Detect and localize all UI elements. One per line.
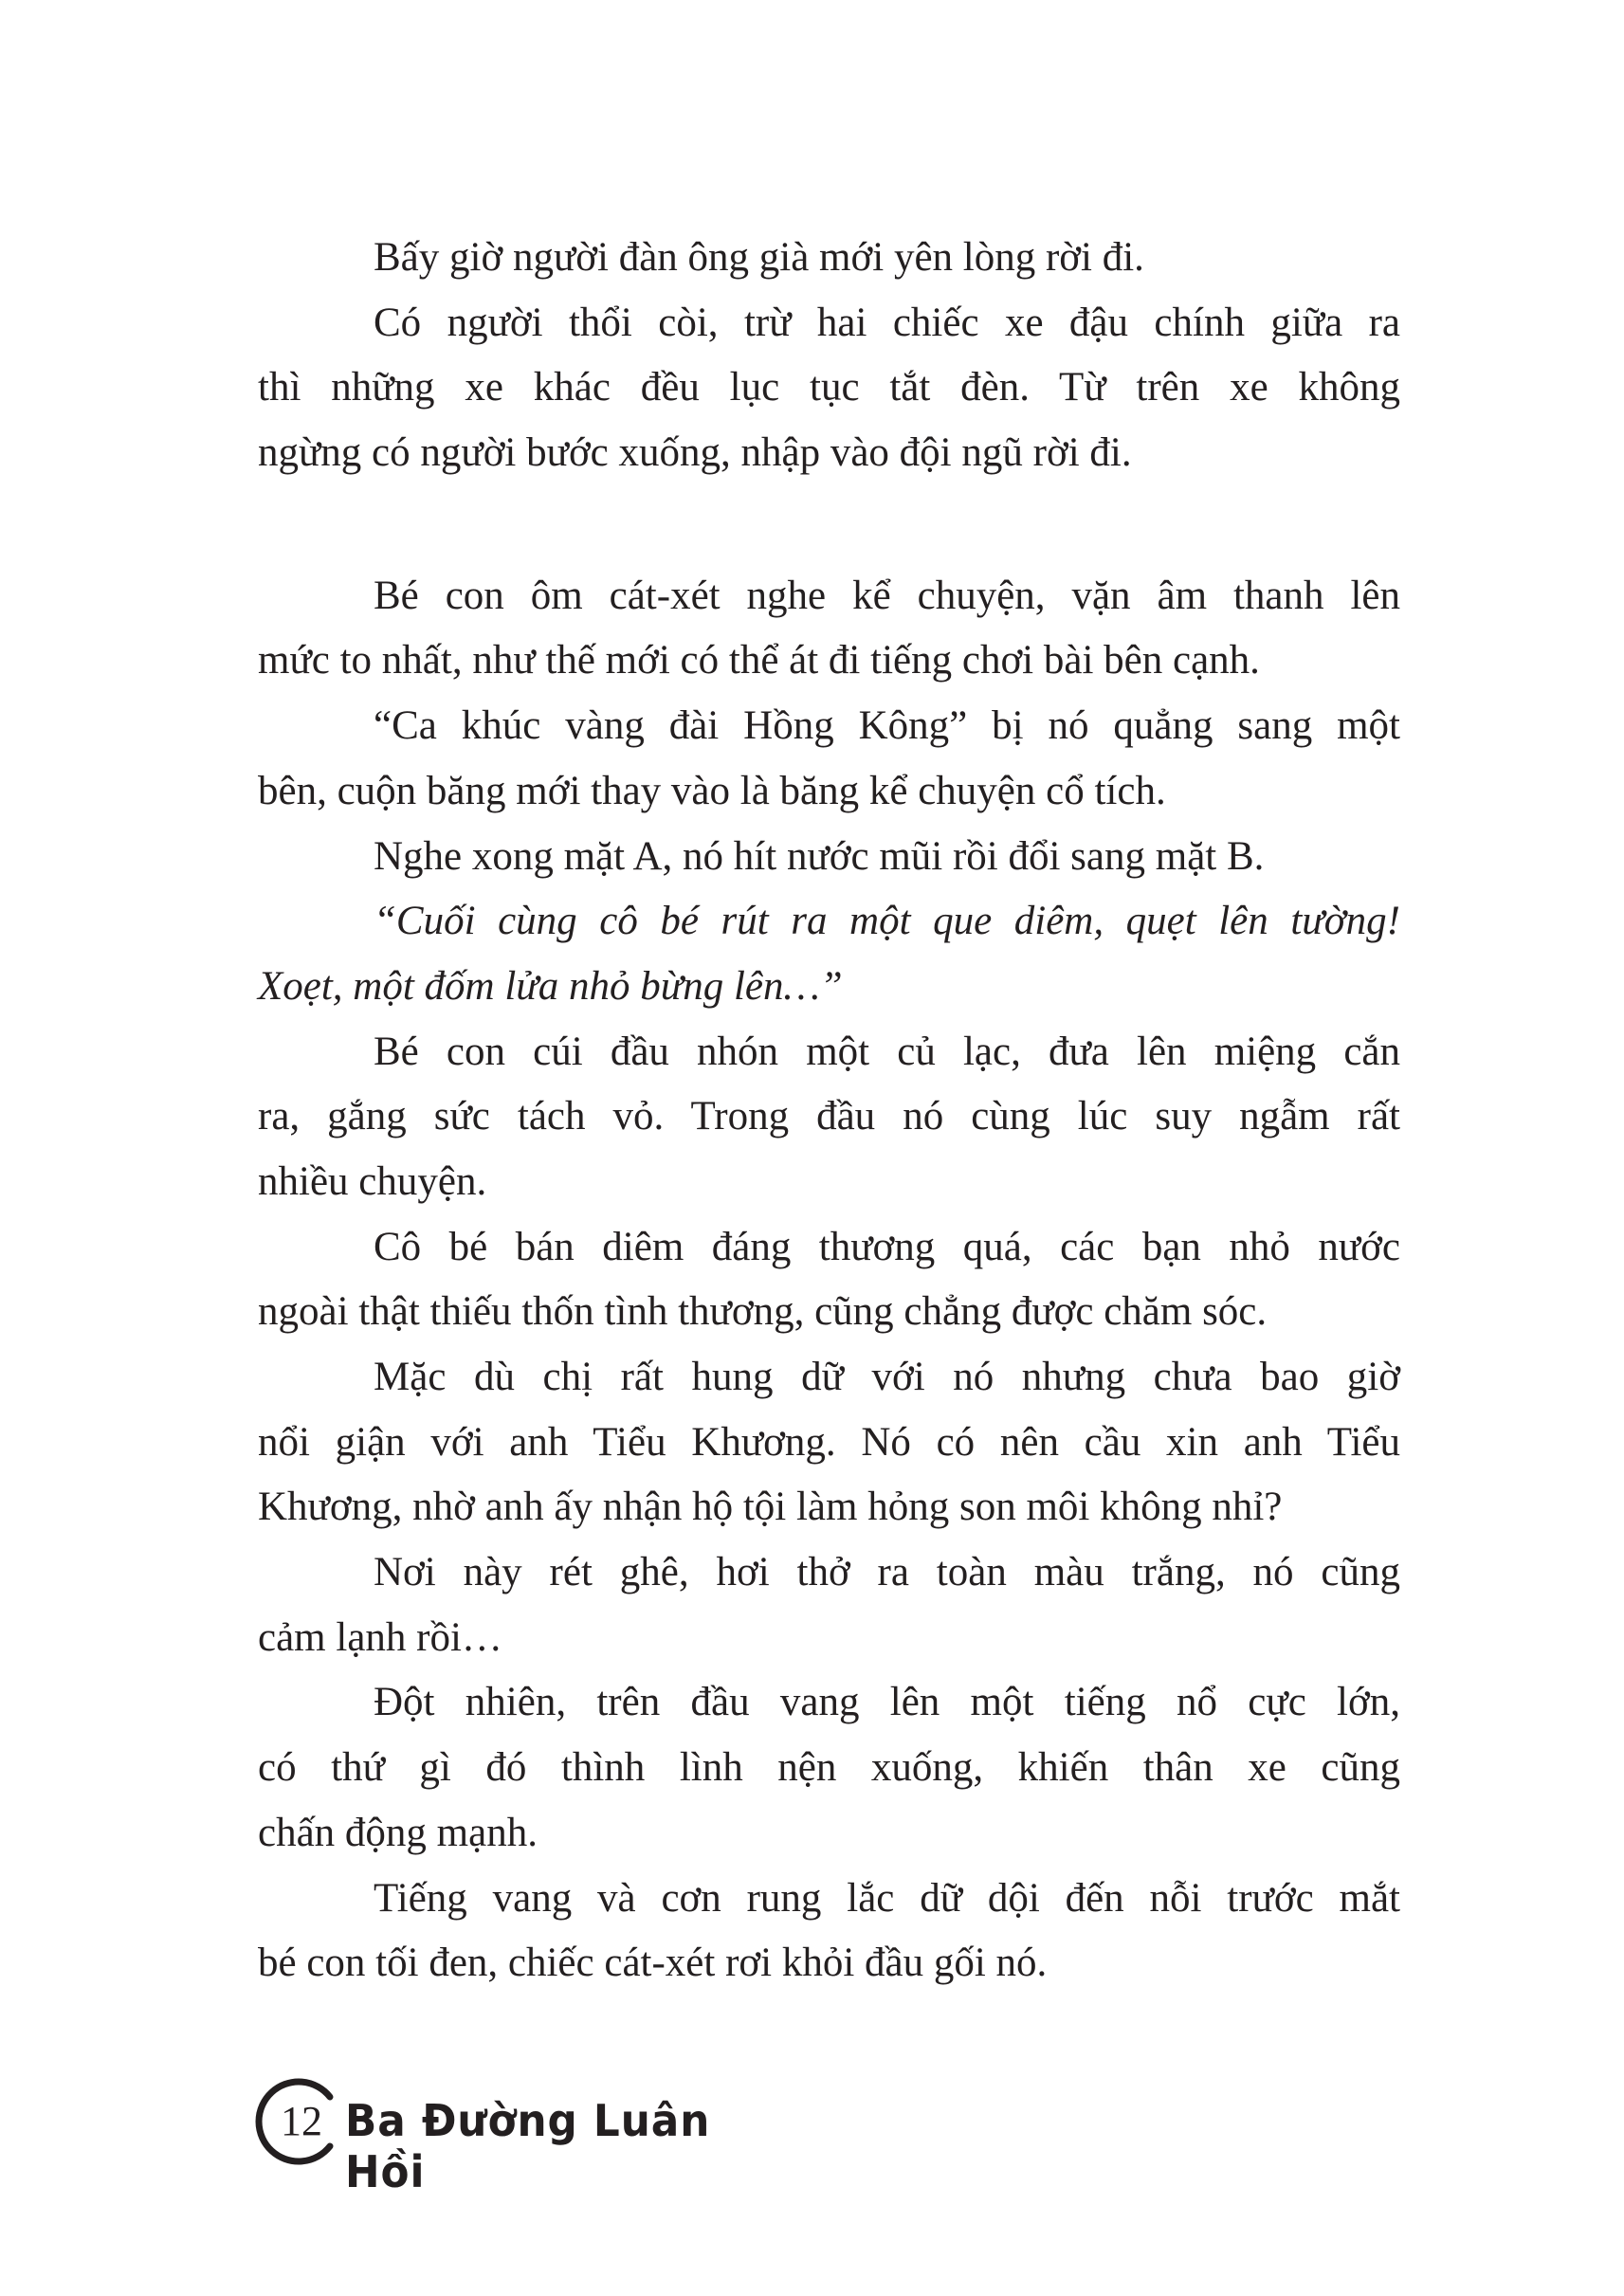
- paragraph: [258, 564, 1400, 694]
- paragraph: [258, 1215, 1400, 1345]
- text-line: Có người thổi còi, trừ hai chiếc xe đậu chính giữa ra: [374, 300, 1400, 345]
- text-line: nổi giận với anh Tiểu Khương. Nó có nên cầu xin anh Tiểu: [258, 1419, 1400, 1465]
- text-line: Bấy giờ người đàn ông già mới yên lòng rời đi.: [374, 235, 1144, 280]
- text-line: Xoẹt, một đốm lửa nhỏ bừng lên…”: [258, 963, 843, 1009]
- paragraph: [258, 1540, 1400, 1670]
- book-title: Ba Đường Luân Hồi: [345, 2095, 711, 2197]
- text-line: Đột nhiên, trên đầu vang lên một tiếng nổ cực lớn,: [374, 1680, 1400, 1725]
- text-line: ngoài thật thiếu thốn tình thương, cũng chẳng được chăm sóc.: [258, 1289, 1268, 1335]
- body-text: [258, 226, 1400, 1996]
- text-line: Bé con ôm cát-xét nghe kể chuyện, vặn âm thanh lên: [374, 573, 1400, 618]
- text-line: có thứ gì đó thình lình nện xuống, khiến thân xe cũng: [258, 1745, 1400, 1791]
- text-line: Nơi này rét ghê, hơi thở ra toàn màu trắng, nó cũng: [374, 1550, 1400, 1595]
- text-line: nhiều chuyện.: [258, 1158, 487, 1204]
- text-line: Khương, nhờ anh ấy nhận hộ tội làm hỏng son môi không nhỉ?: [258, 1485, 1283, 1530]
- text-line: chấn động mạnh.: [258, 1810, 538, 1855]
- text-line: “Cuối cùng cô bé rút ra một que diêm, quẹt lên tường!: [374, 899, 1400, 944]
- section-break: [258, 486, 1400, 564]
- quoted-paragraph: [258, 889, 1400, 1019]
- paragraph: [258, 226, 1400, 291]
- text-line: Bé con cúi đầu nhón một củ lạc, đưa lên miệng cắn: [374, 1029, 1400, 1074]
- text-line: cảm lạnh rồi…: [258, 1614, 502, 1660]
- text-line: Cô bé bán diêm đáng thương quá, các bạn nhỏ nước: [374, 1224, 1400, 1269]
- text-line: thì những xe khác đều lục tục tắt đèn. Từ trên xe không: [258, 365, 1400, 410]
- text-line: mức to nhất, như thế mới có thể át đi tiếng chơi bài bên cạnh.: [258, 638, 1260, 683]
- page-number: 12: [281, 2098, 322, 2144]
- text-line: “Ca khúc vàng đài Hồng Kông” bị nó quẳng sang một: [374, 703, 1400, 749]
- text-line: Mặc dù chị rất hung dữ với nó nhưng chưa bao giờ: [374, 1355, 1400, 1399]
- paragraph: [258, 291, 1400, 486]
- paragraph: [258, 825, 1400, 890]
- paragraph: [258, 1345, 1400, 1540]
- text-line: bé con tối đen, chiếc cát-xét rơi khỏi đầu gối nó.: [258, 1941, 1048, 1986]
- paragraph: [258, 1867, 1400, 1996]
- paragraph: [258, 1670, 1400, 1866]
- text-line: Nghe xong mặt A, nó hít nước mũi rồi đổi sang mặt B.: [374, 833, 1265, 879]
- paragraph: [258, 1020, 1400, 1215]
- text-line: Tiếng vang và cơn rung lắc dữ dội đến nỗi trước mắt: [374, 1875, 1400, 1921]
- page-footer: [252, 2076, 821, 2197]
- text-line: bên, cuộn băng mới thay vào là băng kể chuyện cổ tích.: [258, 768, 1166, 813]
- text-line: ra, gắng sức tách vỏ. Trong đầu nó cùng lúc suy ngẫm rất: [258, 1094, 1400, 1139]
- paragraph: [258, 694, 1400, 824]
- text-line: ngừng có người bước xuống, nhập vào đội ngũ rời đi.: [258, 430, 1132, 476]
